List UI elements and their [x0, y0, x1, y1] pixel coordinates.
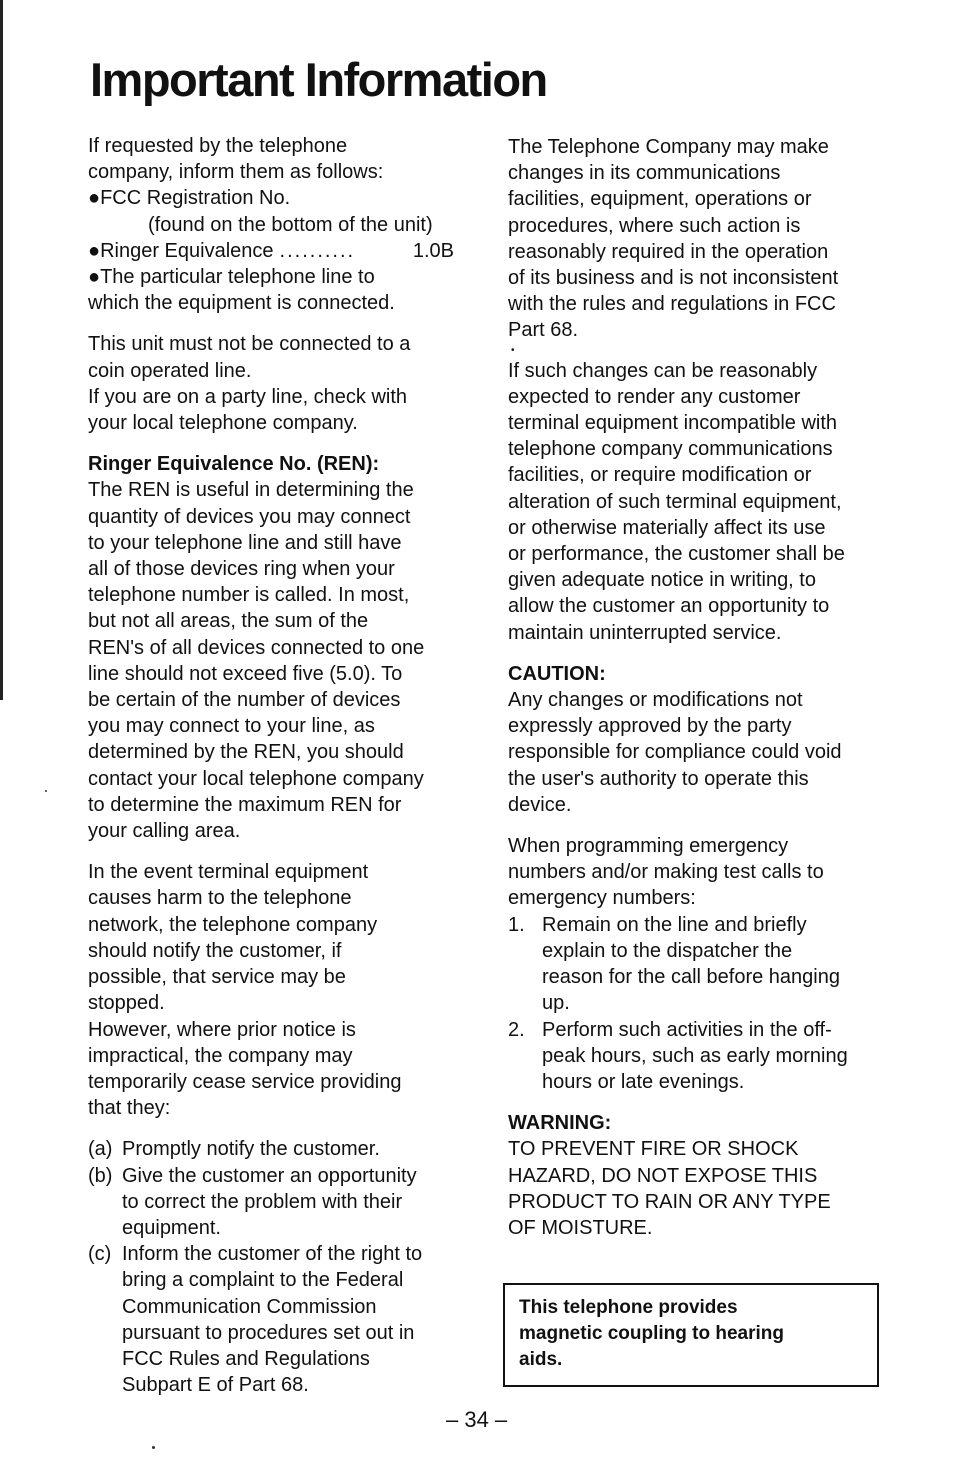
text-line: your local telephone company.	[88, 412, 358, 435]
ren-paragraph	[88, 477, 480, 844]
text-line: reasonably required in the operation	[508, 240, 829, 263]
text-line: facilities, equipment, operations or	[508, 188, 812, 211]
text-line: hours or late evenings.	[542, 1070, 745, 1093]
text-line: determined by the REN, you should	[88, 741, 404, 764]
text-line: The Telephone Company may make	[508, 136, 829, 158]
left-column	[88, 133, 480, 1398]
intro-paragraph	[88, 133, 480, 185]
text-line: causes harm to the telephone	[88, 887, 352, 910]
text-line: Perform such activities in the off-	[542, 1018, 832, 1041]
warning-heading: WARNING:	[508, 1112, 612, 1135]
text-line: magnetic coupling to hearing	[519, 1323, 784, 1344]
coin-line-paragraph	[88, 331, 480, 436]
caution-paragraph	[508, 687, 886, 818]
text-line: or otherwise materially affect its use	[508, 516, 826, 539]
text-line: Any changes or modifications not	[508, 689, 803, 712]
text-line: Communication Commission	[122, 1295, 377, 1318]
text-line: temporarily cease service providing	[88, 1070, 402, 1093]
text-line: bring a complaint to the Federal	[122, 1269, 404, 1292]
text-line: maintain uninterrupted service.	[508, 621, 782, 644]
text-line: emergency numbers:	[508, 887, 696, 910]
text-line: procedures, where such action is	[508, 214, 801, 237]
text-line: When programming emergency	[508, 835, 789, 858]
text-line: to your telephone line and still have	[88, 531, 402, 554]
bullet-ringer-equivalence	[88, 238, 480, 264]
text-line: The REN is useful in determining the	[88, 479, 414, 502]
text-line: If you are on a party line, check with	[88, 385, 408, 408]
text-line: In the event terminal equipment	[88, 861, 369, 884]
text-line: quantity of devices you may connect	[88, 505, 411, 528]
text-line: alteration of such terminal equipment,	[508, 490, 842, 513]
text-line: contact your local telephone company	[88, 767, 424, 790]
list-marker: (b)	[88, 1164, 113, 1187]
text-line: your calling area.	[88, 820, 241, 843]
text-line: reason for the call before hanging	[542, 966, 840, 989]
list-marker: 1.	[508, 913, 525, 936]
fcc-location-note: (found on the bottom of the unit)	[148, 213, 433, 236]
text-line: to determine the maximum REN for	[88, 793, 402, 816]
text-line: which the equipment is connected.	[88, 292, 395, 315]
text-line: up.	[542, 992, 570, 1015]
hearing-aid-notice-box	[503, 1283, 879, 1387]
list-marker: (c)	[88, 1243, 112, 1266]
list-marker: (a)	[88, 1138, 113, 1161]
leader-dots: ..........	[279, 239, 356, 262]
text-line: Remain on the line and briefly	[542, 913, 807, 936]
text-line: OF MOISTURE.	[508, 1216, 653, 1239]
text-line: of its business and is not inconsistent	[508, 267, 839, 290]
text-line: This telephone provides	[519, 1297, 738, 1318]
text-line: with the rules and regulations in FCC	[508, 293, 836, 316]
text-line: but not all areas, the sum of the	[88, 610, 369, 633]
list-item	[508, 1017, 886, 1096]
text-line: explain to the dispatcher the	[542, 939, 793, 962]
text-line: This unit must not be connected to a	[88, 333, 411, 356]
text-line: that they:	[88, 1097, 171, 1120]
text-line: If such changes can be reasonably	[508, 359, 818, 382]
text-line: company, inform them as follows:	[88, 161, 384, 184]
text-line: device.	[508, 793, 572, 816]
text-line: expected to render any customer	[508, 385, 801, 408]
text-line: expressly approved by the party	[508, 715, 792, 738]
bullet-fcc-registration: ●FCC Registration No.	[88, 187, 291, 210]
text-line: the user's authority to operate this	[508, 767, 809, 790]
text-line: aids.	[519, 1349, 563, 1370]
text-line: all of those devices ring when your	[88, 558, 395, 581]
text-line: you may connect to your line, as	[88, 715, 375, 738]
ringer-label: ●Ringer Equivalence	[88, 239, 274, 262]
list-item	[508, 912, 886, 1017]
text-line: Give the customer an opportunity	[122, 1164, 417, 1187]
ringer-value: 1.0B	[412, 239, 454, 262]
scan-edge-line	[0, 0, 3, 700]
emergency-intro	[508, 833, 886, 912]
list-marker: 2.	[508, 1018, 525, 1041]
bullet-mark: •	[511, 344, 515, 356]
text-line: should notify the customer, if	[88, 939, 342, 962]
text-line: possible, that service may be	[88, 966, 346, 989]
network-harm-paragraph	[88, 859, 480, 1121]
text-line: terminal equipment incompatible with	[508, 412, 838, 435]
text-line: numbers and/or making test calls to	[508, 861, 824, 884]
text-line: TO PREVENT FIRE OR SHOCK	[508, 1138, 799, 1161]
text-line: REN's of all devices connected to one	[88, 636, 425, 659]
text-line: peak hours, such as early morning	[542, 1044, 848, 1067]
numbered-list	[508, 912, 886, 1095]
text-line: equipment.	[122, 1216, 221, 1239]
text-line: Subpart E of Part 68.	[122, 1374, 309, 1397]
text-line: network, the telephone company	[88, 913, 378, 936]
scan-speck	[45, 790, 47, 792]
list-item	[88, 1241, 480, 1398]
text-line: Inform the customer of the right to	[122, 1243, 423, 1266]
list-item	[88, 1136, 480, 1162]
text-line: to correct the problem with their	[122, 1190, 403, 1213]
text-line: coin operated line.	[88, 359, 252, 382]
text-line: HAZARD, DO NOT EXPOSE THIS	[508, 1164, 818, 1187]
text-line: However, where prior notice is	[88, 1018, 356, 1041]
list-item	[88, 1163, 480, 1242]
text-line: FCC Rules and Regulations	[122, 1347, 370, 1370]
text-line: given adequate notice in writing, to	[508, 569, 816, 592]
company-changes-paragraph	[508, 134, 886, 344]
text-line: pursuant to procedures set out in	[122, 1321, 415, 1344]
text-line: telephone company communications	[508, 438, 833, 461]
text-line: impractical, the company may	[88, 1044, 353, 1067]
ren-heading: Ringer Equivalence No. (REN):	[88, 453, 380, 476]
page-title: Important Information	[90, 53, 547, 106]
text-line: PRODUCT TO RAIN OR ANY TYPE	[508, 1190, 831, 1213]
text-line: telephone number is called. In most,	[88, 584, 410, 607]
text-line: allow the customer an opportunity to	[508, 595, 830, 618]
scan-speck	[152, 1446, 155, 1449]
page-number: – 34 –	[446, 1407, 508, 1432]
warning-paragraph	[508, 1136, 886, 1241]
bullet-telephone-line	[88, 264, 480, 316]
right-column	[508, 134, 886, 1241]
text-line: responsible for compliance could void	[508, 741, 842, 764]
text-line: If requested by the telephone	[88, 135, 348, 157]
caution-heading: CAUTION:	[508, 662, 606, 685]
text-line: or performance, the customer shall be	[508, 543, 845, 566]
text-line: Part 68.	[508, 319, 579, 342]
text-line: changes in its communications	[508, 162, 781, 185]
lettered-list	[88, 1136, 480, 1398]
text-line: be certain of the number of devices	[88, 689, 401, 712]
text-line: Promptly notify the customer.	[122, 1138, 380, 1161]
text-line: ●The particular telephone line to	[88, 266, 375, 289]
text-line: stopped.	[88, 992, 165, 1015]
incompatible-paragraph	[508, 358, 886, 646]
text-line: line should not exceed five (5.0). To	[88, 662, 403, 685]
text-line: facilities, or require modification or	[508, 464, 812, 487]
